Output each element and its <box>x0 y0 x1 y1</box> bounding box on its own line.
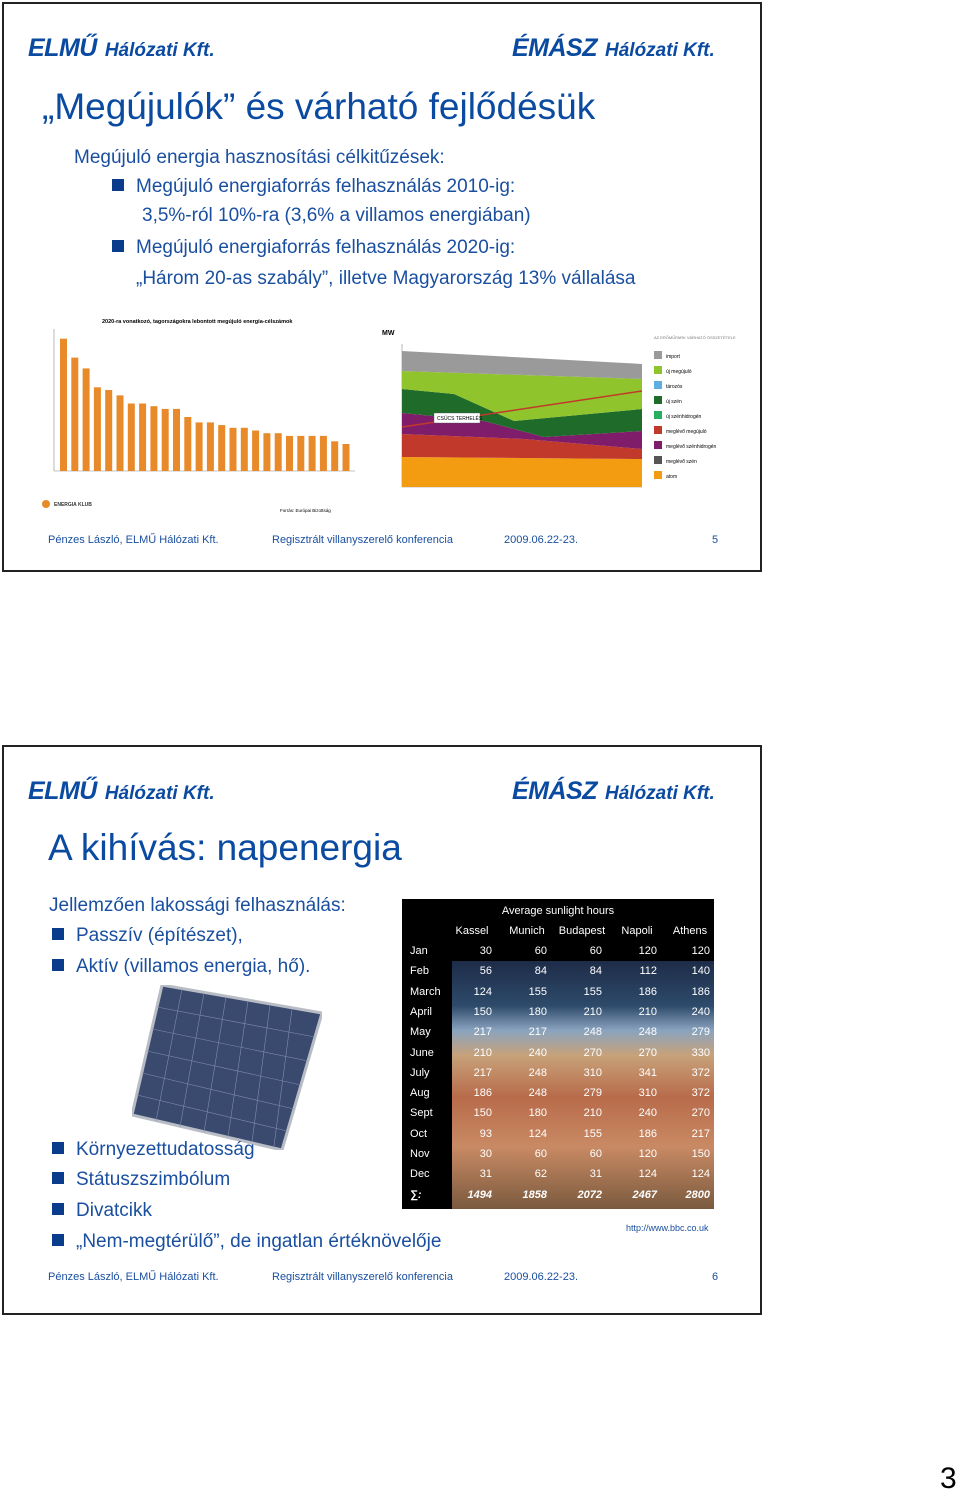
legend-swatch <box>654 456 662 464</box>
legend-label: új szén <box>666 399 682 405</box>
table-cell: 180 <box>528 1107 547 1120</box>
bullet-square-icon <box>52 1172 64 1184</box>
bullet-square-icon <box>52 928 64 940</box>
table-cell: 31 <box>589 1168 602 1181</box>
table-cell: 240 <box>528 1046 547 1059</box>
bar <box>162 409 169 471</box>
peak-load-label: CSÚCS TERHELÉS <box>437 416 483 422</box>
area-legend-title: AZ ERŐMŰPARK VÁRHATÓ ÖSSZETÉTELE <box>654 335 736 340</box>
legend-swatch <box>654 441 662 449</box>
table-cell: 210 <box>473 1046 492 1059</box>
bar <box>173 409 180 471</box>
power-mix-area-chart <box>374 309 754 509</box>
bar <box>286 436 293 471</box>
bullet-square-icon <box>52 1142 64 1154</box>
bullet-square-icon <box>112 179 124 191</box>
bar <box>331 441 338 471</box>
bar-series <box>60 339 350 471</box>
table-cell: 210 <box>638 1005 657 1018</box>
bar <box>218 425 225 471</box>
bullet: Környezettudatosság <box>52 1139 255 1161</box>
table-column-header: Athens <box>672 925 708 937</box>
bar <box>139 404 146 472</box>
table-cell: 93 <box>479 1127 492 1140</box>
table-cell: 124 <box>691 1168 710 1181</box>
legend-swatch <box>654 351 662 359</box>
footer-date: 2009.06.22-23. <box>504 534 579 546</box>
table-sum-label: ∑: <box>410 1188 422 1201</box>
area-chart-unit: MW <box>382 330 395 337</box>
bullet: Divatcikk <box>52 1200 152 1222</box>
footer-event: Regisztrált villanyszerelő konferencia <box>272 1271 453 1283</box>
energia-klub-logo-icon <box>42 500 50 508</box>
table-row-label: Feb <box>410 965 429 978</box>
document-page-number: 3 <box>940 1462 957 1495</box>
legend-swatch <box>654 396 662 404</box>
table-cell: 330 <box>691 1046 710 1059</box>
table-row-label: March <box>410 985 441 998</box>
table-cell: 248 <box>528 1066 547 1079</box>
table-cell: 150 <box>473 1107 492 1120</box>
table-cell: 210 <box>583 1107 602 1120</box>
legend-swatch <box>654 471 662 479</box>
table-cell: 84 <box>534 965 547 978</box>
bullet: Passzív (építészet), <box>52 925 243 947</box>
bar <box>252 431 259 472</box>
table-cell: 248 <box>638 1026 657 1039</box>
legend-swatch <box>654 366 662 374</box>
table-row-label: May <box>410 1026 431 1039</box>
table-cell: 155 <box>583 985 602 998</box>
energia-klub-label: ENERGIA KLUB <box>54 502 92 508</box>
emasz-logo: ÉMÁSZ Hálózati Kft. <box>512 777 715 805</box>
table-cell: 56 <box>479 965 492 978</box>
table-cell: 84 <box>589 965 602 978</box>
table-cell: 310 <box>583 1066 602 1079</box>
table-sum-cell: 2072 <box>577 1188 602 1201</box>
bar <box>320 436 327 471</box>
bar <box>263 433 270 471</box>
table-cell: 31 <box>479 1168 492 1181</box>
table-cell: 279 <box>583 1087 602 1100</box>
table-cell: 186 <box>691 985 710 998</box>
slide-title: „Megújulók” és várható fejlődésük <box>42 86 596 127</box>
intro-text: Megújuló energia hasznosítási célkitűzések: <box>74 147 445 168</box>
bar <box>309 436 316 471</box>
bar <box>60 339 67 471</box>
legend-label: új megújuló <box>666 369 692 375</box>
table-cell: 186 <box>638 985 657 998</box>
bar <box>275 433 282 471</box>
table-cell: 60 <box>589 1148 602 1160</box>
bar-chart-title: 2020-ra vonatkozó, tagországokra lebontott megújuló energia-célszámok <box>102 319 293 325</box>
bar <box>105 390 112 471</box>
table-title: Average sunlight hours <box>501 905 615 917</box>
bar <box>83 368 90 471</box>
slide-title: A kihívás: napenergia <box>48 827 402 868</box>
table-sum-cell: 1494 <box>467 1188 492 1201</box>
table-cell: 60 <box>589 945 602 957</box>
table-column-header: Napoli <box>621 925 653 937</box>
table-cell: 217 <box>473 1026 492 1039</box>
bar <box>343 444 350 471</box>
bullet: Megújuló energiaforrás felhasználás 2020-ig: <box>112 237 515 259</box>
table-cell: 124 <box>638 1168 657 1181</box>
table-cell: 240 <box>691 1005 710 1018</box>
slide-6 <box>2 745 762 1315</box>
bar <box>117 395 124 471</box>
emasz-logo: ÉMÁSZ Hálózati Kft. <box>512 34 715 62</box>
table-cell: 217 <box>473 1066 492 1079</box>
solar-panel-image <box>132 985 322 1145</box>
table-column-header: Kassel <box>455 925 489 937</box>
table-cell: 310 <box>638 1087 657 1100</box>
table-row-label: July <box>410 1066 430 1079</box>
footer-page: 5 <box>712 534 719 546</box>
bar <box>184 417 191 471</box>
bar-chart-svg <box>40 309 360 514</box>
legend-label: új szénhidrogén <box>666 414 702 420</box>
table-cell: 217 <box>691 1127 710 1140</box>
legend-label: meglévő szén <box>666 459 697 465</box>
bullet-sub: 3,5%-ról 10%-ra (3,6% a villamos energiában) <box>142 205 531 226</box>
table-sum-cell: 2467 <box>632 1188 657 1201</box>
table-sum-cell: 1858 <box>522 1188 547 1201</box>
bullet-square-icon <box>112 240 124 252</box>
legend-label: meglévő szénhidrogén <box>666 444 717 450</box>
table-cell: 186 <box>473 1087 492 1100</box>
table-cell: 112 <box>639 965 657 978</box>
footer-author: Pénzes László, ELMŰ Hálózati Kft. <box>48 1271 219 1283</box>
bar <box>94 387 101 471</box>
table-cell: 270 <box>583 1046 602 1059</box>
footer-event: Regisztrált villanyszerelő konferencia <box>272 534 453 546</box>
bar <box>230 428 237 471</box>
sunlight-hours-table <box>402 899 714 1209</box>
bar <box>241 428 248 471</box>
table-cell: 30 <box>479 945 492 957</box>
table-column-header: Munich <box>509 925 545 937</box>
table-cell: 150 <box>473 1005 492 1018</box>
table-cell: 62 <box>534 1168 547 1181</box>
bullet: Megújuló energiaforrás felhasználás 2010-ig: <box>112 176 515 198</box>
bar <box>207 422 214 471</box>
bar <box>71 358 78 471</box>
table-row-label: Nov <box>410 1148 430 1160</box>
area-chart-svg <box>374 309 754 509</box>
table-cell: 124 <box>528 1127 547 1140</box>
bullet: „Nem-megtérülő”, de ingatlan értéknövelője <box>52 1231 441 1253</box>
legend-label: meglévő megújuló <box>666 429 707 435</box>
legend-swatch <box>654 381 662 389</box>
table-cell: 155 <box>528 985 547 998</box>
table-cell: 140 <box>691 965 710 978</box>
table-cell: 120 <box>638 945 657 957</box>
table-row-label: Jan <box>410 945 428 957</box>
table-cell: 120 <box>691 945 710 957</box>
table-cell: 186 <box>638 1127 657 1140</box>
table-cell: 180 <box>528 1005 547 1018</box>
bar <box>297 436 304 471</box>
intro-text: Jellemzően lakossági felhasználás: <box>49 895 346 916</box>
bullet-square-icon <box>52 959 64 971</box>
table-row-label: April <box>410 1005 433 1018</box>
footer-page: 6 <box>712 1271 719 1283</box>
legend-label: tározós <box>666 384 683 390</box>
table-column-header: Budapest <box>558 925 606 937</box>
table-cell: 248 <box>528 1087 547 1100</box>
table-cell: 341 <box>638 1066 657 1079</box>
footer-date: 2009.06.22-23. <box>504 1271 579 1283</box>
table-cell: 120 <box>638 1148 657 1160</box>
table-cell: 372 <box>691 1066 710 1079</box>
renewable-targets-bar-chart <box>40 309 360 513</box>
bar <box>128 404 135 472</box>
bullet-sub: „Három 20-as szabály”, illetve Magyarország 13% vállalása <box>136 268 636 289</box>
bar <box>150 406 157 471</box>
legend-label: atom <box>666 474 678 480</box>
table-row-label: Oct <box>410 1127 428 1140</box>
table-sum-cell: 2800 <box>685 1188 710 1201</box>
bullet-square-icon <box>52 1234 64 1246</box>
table-row-label: Aug <box>410 1087 430 1100</box>
bullet-square-icon <box>52 1203 64 1215</box>
table-row-label: June <box>410 1046 434 1059</box>
table-cell: 217 <box>528 1026 547 1039</box>
table-cell: 270 <box>638 1046 657 1059</box>
table-cell: 372 <box>691 1087 710 1100</box>
legend-label: import <box>666 354 680 360</box>
bar-chart-source: Forrás: Európai Bizottság <box>280 508 331 513</box>
source-url[interactable]: http://www.bbc.co.uk <box>626 1223 709 1233</box>
bullet: Státuszszimbólum <box>52 1169 230 1191</box>
table-cell: 124 <box>473 985 492 998</box>
bar <box>196 422 203 471</box>
area-legend <box>654 351 717 480</box>
legend-swatch <box>654 411 662 419</box>
table-cell: 240 <box>638 1107 657 1120</box>
table-cell: 60 <box>534 945 547 957</box>
legend-swatch <box>654 426 662 434</box>
bullet: Aktív (villamos energia, hő). <box>52 956 310 978</box>
slide-5 <box>2 2 762 572</box>
table-cell: 30 <box>479 1148 492 1160</box>
footer-author: Pénzes László, ELMŰ Hálózati Kft. <box>48 534 219 546</box>
table-cell: 210 <box>583 1005 602 1018</box>
table-cell: 279 <box>691 1026 710 1039</box>
elmu-logo: ELMŰ Hálózati Kft. <box>28 34 215 62</box>
table-row-label: Dec <box>410 1168 430 1181</box>
table-row-label: Sept <box>410 1107 433 1120</box>
table-cell: 60 <box>534 1148 547 1160</box>
table-cell: 248 <box>583 1026 602 1039</box>
table-cell: 150 <box>691 1148 710 1160</box>
table-cell: 155 <box>583 1127 602 1140</box>
table-cell: 270 <box>691 1107 710 1120</box>
elmu-logo: ELMŰ Hálózati Kft. <box>28 777 215 805</box>
